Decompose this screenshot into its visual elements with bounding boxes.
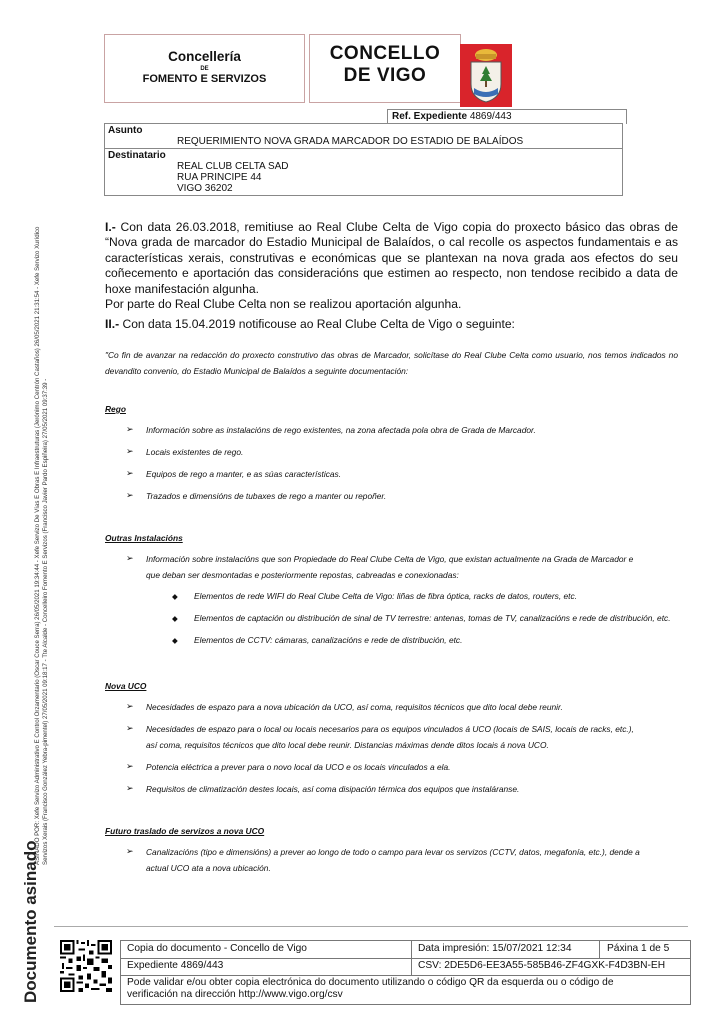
diamond-bullet-icon: ◆ xyxy=(172,592,178,601)
reference-label: Ref. Expediente xyxy=(392,111,468,122)
section-heading-outras-instalacions: Outras Instalacións xyxy=(105,533,183,543)
section-heading-nova-uco: Nova UCO xyxy=(105,681,147,691)
footer-csv-code: CSV: 2DE5D6-EE3A55-585B46-ZF4GXK-F4D3BN-EH xyxy=(418,960,666,971)
subject-label: Asunto xyxy=(108,125,143,136)
sub-list-item: Elementos de rede WIFI do Real Clube Celta de Vigo: liñas de fibra óptica, racks de datos, routers, etc. xyxy=(194,591,577,601)
department-title: Concellería xyxy=(168,49,241,64)
footer-divider xyxy=(54,926,688,927)
recipient-label: Destinatario xyxy=(108,150,166,161)
signed-document-stamp: Documento asinado xyxy=(21,840,40,1003)
reference-box xyxy=(387,109,627,124)
list-item: Requisitos de climatización destes locais, así coma disipación térmica dos equipos que instaláranse. xyxy=(146,784,520,794)
footer-table xyxy=(120,940,691,1005)
list-item: Información sobre as instalacións de rego existentes, na zona afectada pola obra de Grada de Marcador. xyxy=(146,425,536,435)
meta-table xyxy=(104,123,623,196)
city-box xyxy=(309,34,461,103)
section-heading-futuro-traslado: Futuro traslado de servizos a nova UCO xyxy=(105,826,265,836)
list-item: Trazados e dimensións de tubaxes de rego a manter ou repoñer. xyxy=(146,491,387,501)
diamond-bullet-icon: ◆ xyxy=(172,614,178,623)
sub-list-item: Elementos de CCTV: cámaras, canalizacións e rede de distribución, etc. xyxy=(194,635,463,645)
footer-expediente: Expediente 4869/443 xyxy=(127,960,224,971)
arrow-bullet-icon: ➢ xyxy=(126,446,134,456)
footer-validate-line-2[interactable]: verificación na dirección http://www.vigo.org/csv xyxy=(127,989,343,1000)
footer-copy-label: Copia do documento - Concello de Vigo xyxy=(127,943,307,954)
list-item: Locais existentes de rego. xyxy=(146,447,244,457)
paragraph-3-lead: II.- xyxy=(105,317,120,331)
arrow-bullet-icon: ➢ xyxy=(126,723,134,733)
list-item-continuation: que deban ser desmontadas e posteriormente repostas, cabreadas e conexionadas: xyxy=(146,570,459,580)
list-item: Canalizacións (tipo e dimensións) a prever ao longo de todo o campo para levar os servizos (CCTV, datos, megafonía, etc.), dende a xyxy=(146,847,640,857)
sub-list-item: Elementos de captación ou distribución de sinal de TV terrestre: antenas, tomas de TV, canalizacións e rede de distribución, etc. xyxy=(194,613,671,623)
footer-row-divider xyxy=(121,958,690,959)
quoted-request: "Co fin de avanzar na redacción do proxecto construtivo das obras de Marcador, solicítase do Real Clube Celta como usuario, nos temos indicados no devandito convenio, do Estadio Municipal de Balaídos a seguinte documentación: xyxy=(105,350,678,376)
department-box xyxy=(104,34,305,103)
diamond-bullet-icon: ◆ xyxy=(172,636,178,645)
footer-page-number: Páxina 1 de 5 xyxy=(607,943,670,954)
department-de: DE xyxy=(200,66,209,72)
recipient-line-2: RUA PRINCIPE 44 xyxy=(177,172,262,183)
arrow-bullet-icon: ➢ xyxy=(126,783,134,793)
subject-row xyxy=(105,124,622,149)
subject-value: REQUERIMIENTO NOVA GRADA MARCADOR DO ESTADIO DE BALAÍDOS xyxy=(177,136,524,147)
arrow-bullet-icon: ➢ xyxy=(126,846,134,856)
reference-value: 4869/443 xyxy=(469,111,512,122)
list-item-continuation: actual UCO ata a nova ubicación. xyxy=(146,863,271,873)
paragraph-1-text: Con data 26.03.2018, remitiuse ao Real Clube Celta de Vigo copia do proxecto básico das obras de “Nova grada de marcador do Estadio Municipal de Balaídos, o cal recolle os aspectos fundamentais e as características xerais, construtivas e económicas que se plantexan na nova grada aos efectos do seu coñecemento e aportación das consideracións que estimen ao respecto, non tendose recibido a data de hoxe manifestación algunha. xyxy=(105,220,678,296)
footer-print-date: Data impresión: 15/07/2021 12:34 xyxy=(418,943,572,954)
footer-row-divider xyxy=(121,975,690,976)
list-item: Necesidades de espazo para o local ou locais necesarios para os equipos vinculados á UCO (locais de SAIS, locais de racks, etc.), xyxy=(146,724,634,734)
signature-line-1: ASINADO POR: Xefe Servizo Administrativo E Control Orzamentario (Oscar Couce Serra) 26/05/2021 19:34:44 - Xefe Servizo De Vías E Obras E Infraestruturas (Jerónimo Centrón Castaños) 26/05/2021 21:31:54 - Xefe Servizo Xurídico xyxy=(34,226,41,865)
list-item: Potencia eléctrica a prever para o novo local da UCO e os locais vinculados a ela. xyxy=(146,762,451,772)
signature-line-2: Servizos Xerais (Francisco González Yebra-pimentel) 27/05/2021 09:18:17 - Tte Alcalde - Concelleiro Fomento E Servizos (Francisco Javier Pardo Espiñeira) 27/05/2021 09:37:39 - xyxy=(42,378,49,865)
paragraph-3 xyxy=(105,317,678,332)
department-subtitle: FOMENTO E SERVIZOS xyxy=(142,73,267,85)
arrow-bullet-icon: ➢ xyxy=(126,553,134,563)
list-item-continuation: así coma, requisitos técnicos que dito local debe reunir. Distancias máximas dende ditos locais á nova UCO. xyxy=(146,740,549,750)
footer-col-divider xyxy=(411,941,412,975)
arrow-bullet-icon: ➢ xyxy=(126,468,134,478)
list-item: Necesidades de espazo para a nova ubicación da UCO, así coma, requisitos técnicos que dito local debe reunir. xyxy=(146,702,563,712)
recipient-line-1: REAL CLUB CELTA SAD xyxy=(177,161,289,172)
city-title-line2: DE VIGO xyxy=(343,65,427,86)
arrow-bullet-icon: ➢ xyxy=(126,701,134,711)
arrow-bullet-icon: ➢ xyxy=(126,490,134,500)
arrow-bullet-icon: ➢ xyxy=(126,761,134,771)
city-title-line1: CONCELLO xyxy=(329,43,441,64)
paragraph-2: Por parte do Real Clube Celta non se realizou aportación algunha. xyxy=(105,297,462,311)
paragraph-3-text: Con data 15.04.2019 notificouse ao Real Clube Celta de Vigo o seguinte: xyxy=(119,317,515,331)
list-item: Equipos de rego a manter, e as súas características. xyxy=(146,469,342,479)
qr-code-icon[interactable] xyxy=(60,940,112,992)
coat-of-arms-icon xyxy=(460,44,512,107)
paragraph-1-lead: I.- xyxy=(105,220,116,234)
paragraph-1 xyxy=(105,220,678,297)
footer-validate-line-1: Pode validar e/ou obter copia electrónica do documento utilizando o código QR da esquerda ou o código de xyxy=(127,977,614,988)
recipient-line-3: VIGO 36202 xyxy=(177,183,233,194)
arrow-bullet-icon: ➢ xyxy=(126,424,134,434)
footer-col-divider xyxy=(599,941,600,958)
list-item: Información sobre instalacións que son Propiedade do Real Clube Celta de Vigo, que existan actualmente na Grada de Marcador e xyxy=(146,554,634,564)
section-heading-rego: Rego xyxy=(105,404,126,414)
